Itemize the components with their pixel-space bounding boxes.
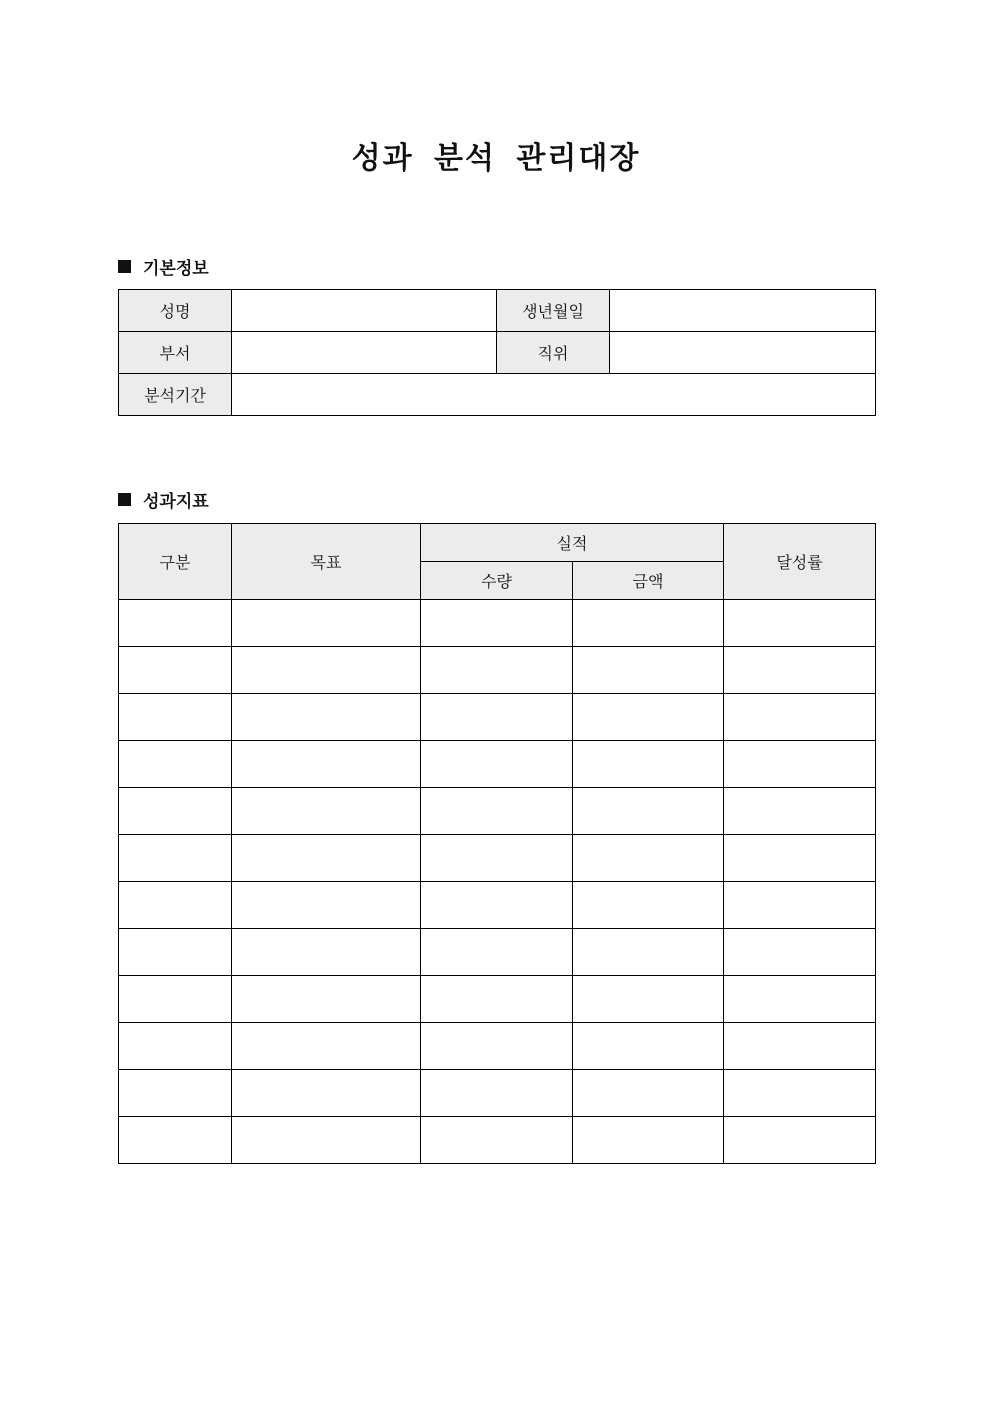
amount-cell[interactable] <box>573 1070 724 1117</box>
rate-cell[interactable] <box>724 929 876 976</box>
basic-info-heading-label: 기본정보 <box>143 259 209 279</box>
table-row <box>119 1117 876 1164</box>
table-row <box>119 882 876 929</box>
birth-date-label: 생년월일 <box>497 290 610 332</box>
category-cell[interactable] <box>119 1117 232 1164</box>
table-header-row <box>119 524 876 562</box>
category-cell[interactable] <box>119 694 232 741</box>
target-cell[interactable] <box>232 1070 421 1117</box>
name-label: 성명 <box>119 290 232 332</box>
rate-cell[interactable] <box>724 600 876 647</box>
table-row <box>119 647 876 694</box>
table-row <box>119 976 876 1023</box>
birth-date-field[interactable] <box>610 290 876 332</box>
quantity-cell[interactable] <box>421 647 573 694</box>
analysis-period-field[interactable] <box>232 374 876 416</box>
table-row <box>119 1070 876 1117</box>
target-cell[interactable] <box>232 694 421 741</box>
quantity-cell[interactable] <box>421 788 573 835</box>
department-field[interactable] <box>232 332 497 374</box>
quantity-cell[interactable] <box>421 882 573 929</box>
target-cell[interactable] <box>232 976 421 1023</box>
target-cell[interactable] <box>232 647 421 694</box>
basic-info-heading <box>118 254 209 279</box>
quantity-cell[interactable] <box>421 1023 573 1070</box>
amount-cell[interactable] <box>573 835 724 882</box>
quantity-cell[interactable] <box>421 835 573 882</box>
rate-cell[interactable] <box>724 694 876 741</box>
category-cell[interactable] <box>119 976 232 1023</box>
table-row <box>119 1023 876 1070</box>
amount-cell[interactable] <box>573 788 724 835</box>
target-cell[interactable] <box>232 1023 421 1070</box>
category-cell[interactable] <box>119 741 232 788</box>
quantity-cell[interactable] <box>421 976 573 1023</box>
category-cell[interactable] <box>119 1023 232 1070</box>
table-row <box>119 929 876 976</box>
table-row <box>119 835 876 882</box>
category-cell[interactable] <box>119 882 232 929</box>
actual-header: 실적 <box>421 524 724 562</box>
category-cell[interactable] <box>119 835 232 882</box>
amount-cell[interactable] <box>573 1117 724 1164</box>
target-cell[interactable] <box>232 882 421 929</box>
amount-header: 금액 <box>573 562 724 600</box>
position-field[interactable] <box>610 332 876 374</box>
amount-cell[interactable] <box>573 741 724 788</box>
quantity-cell[interactable] <box>421 694 573 741</box>
category-cell[interactable] <box>119 647 232 694</box>
quantity-cell[interactable] <box>421 929 573 976</box>
achievement-rate-header: 달성률 <box>724 524 876 600</box>
rate-cell[interactable] <box>724 647 876 694</box>
rate-cell[interactable] <box>724 835 876 882</box>
table-row <box>119 741 876 788</box>
rate-cell[interactable] <box>724 976 876 1023</box>
quantity-cell[interactable] <box>421 600 573 647</box>
category-header: 구분 <box>119 524 232 600</box>
square-bullet-icon <box>118 493 131 506</box>
table-row <box>119 600 876 647</box>
target-cell[interactable] <box>232 741 421 788</box>
rate-cell[interactable] <box>724 1023 876 1070</box>
kpi-heading <box>118 487 209 512</box>
quantity-cell[interactable] <box>421 741 573 788</box>
rate-cell[interactable] <box>724 1070 876 1117</box>
amount-cell[interactable] <box>573 647 724 694</box>
target-header: 목표 <box>232 524 421 600</box>
analysis-period-label: 분석기간 <box>119 374 232 416</box>
square-bullet-icon <box>118 260 131 273</box>
amount-cell[interactable] <box>573 1023 724 1070</box>
rate-cell[interactable] <box>724 882 876 929</box>
quantity-cell[interactable] <box>421 1117 573 1164</box>
quantity-cell[interactable] <box>421 1070 573 1117</box>
rate-cell[interactable] <box>724 788 876 835</box>
target-cell[interactable] <box>232 835 421 882</box>
rate-cell[interactable] <box>724 1117 876 1164</box>
amount-cell[interactable] <box>573 976 724 1023</box>
amount-cell[interactable] <box>573 929 724 976</box>
amount-cell[interactable] <box>573 882 724 929</box>
category-cell[interactable] <box>119 1070 232 1117</box>
quantity-header: 수량 <box>421 562 573 600</box>
table-row <box>119 290 876 332</box>
page-title: 성과 분석 관리대장 <box>351 141 641 176</box>
amount-cell[interactable] <box>573 600 724 647</box>
target-cell[interactable] <box>232 788 421 835</box>
category-cell[interactable] <box>119 929 232 976</box>
category-cell[interactable] <box>119 788 232 835</box>
table-row <box>119 694 876 741</box>
amount-cell[interactable] <box>573 694 724 741</box>
department-label: 부서 <box>119 332 232 374</box>
target-cell[interactable] <box>232 1117 421 1164</box>
table-row <box>119 332 876 374</box>
basic-info-table <box>118 289 876 416</box>
position-label: 직위 <box>497 332 610 374</box>
target-cell[interactable] <box>232 600 421 647</box>
name-field[interactable] <box>232 290 497 332</box>
kpi-table <box>118 523 876 1164</box>
table-row <box>119 788 876 835</box>
table-row <box>119 374 876 416</box>
kpi-heading-label: 성과지표 <box>143 492 209 512</box>
rate-cell[interactable] <box>724 741 876 788</box>
target-cell[interactable] <box>232 929 421 976</box>
category-cell[interactable] <box>119 600 232 647</box>
